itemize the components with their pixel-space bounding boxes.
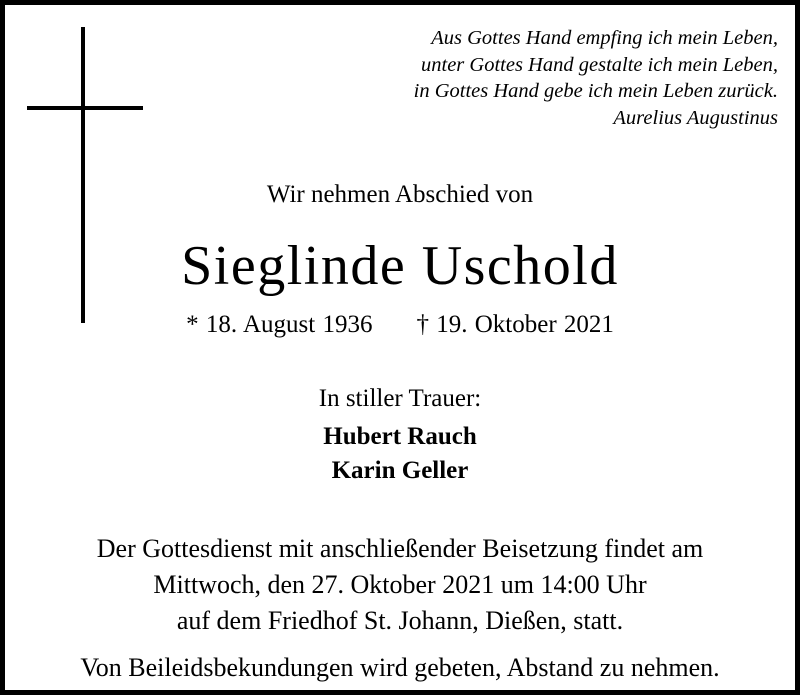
mourner-name: Hubert Rauch <box>323 423 477 450</box>
condolence-note: Von Beileidsbekundungen wird gebeten, Abstand zu nehmen. <box>80 653 720 682</box>
life-dates <box>5 311 795 339</box>
quote-author: Aurelius Augustinus <box>613 106 778 129</box>
service-info-line: Mittwoch, den 27. Oktober 2021 um 14:00 Uhr <box>153 570 647 599</box>
cross-icon-bar <box>27 106 143 110</box>
mourner-name: Karin Geller <box>331 457 469 484</box>
mourning-heading: In stiller Trauer: <box>318 385 482 412</box>
death-date: † 19. Oktober 2021 <box>416 311 614 338</box>
intro-text: Wir nehmen Abschied von <box>266 181 534 208</box>
quote-block <box>414 25 778 131</box>
birth-date: * 18. August 1936 <box>186 311 373 338</box>
deceased-name: Sieglinde Uschold <box>181 235 619 297</box>
service-info-line: auf dem Friedhof St. Johann, Dießen, statt. <box>176 606 624 635</box>
service-info-line: Der Gottesdienst mit anschließender Beisetzung findet am <box>96 534 704 563</box>
quote-line: in Gottes Hand gebe ich mein Leben zurück. <box>413 80 778 102</box>
quote-line: unter Gottes Hand gestalte ich mein Leben, <box>421 53 778 76</box>
quote-line: Aus Gottes Hand empfing ich mein Leben, <box>431 27 778 49</box>
